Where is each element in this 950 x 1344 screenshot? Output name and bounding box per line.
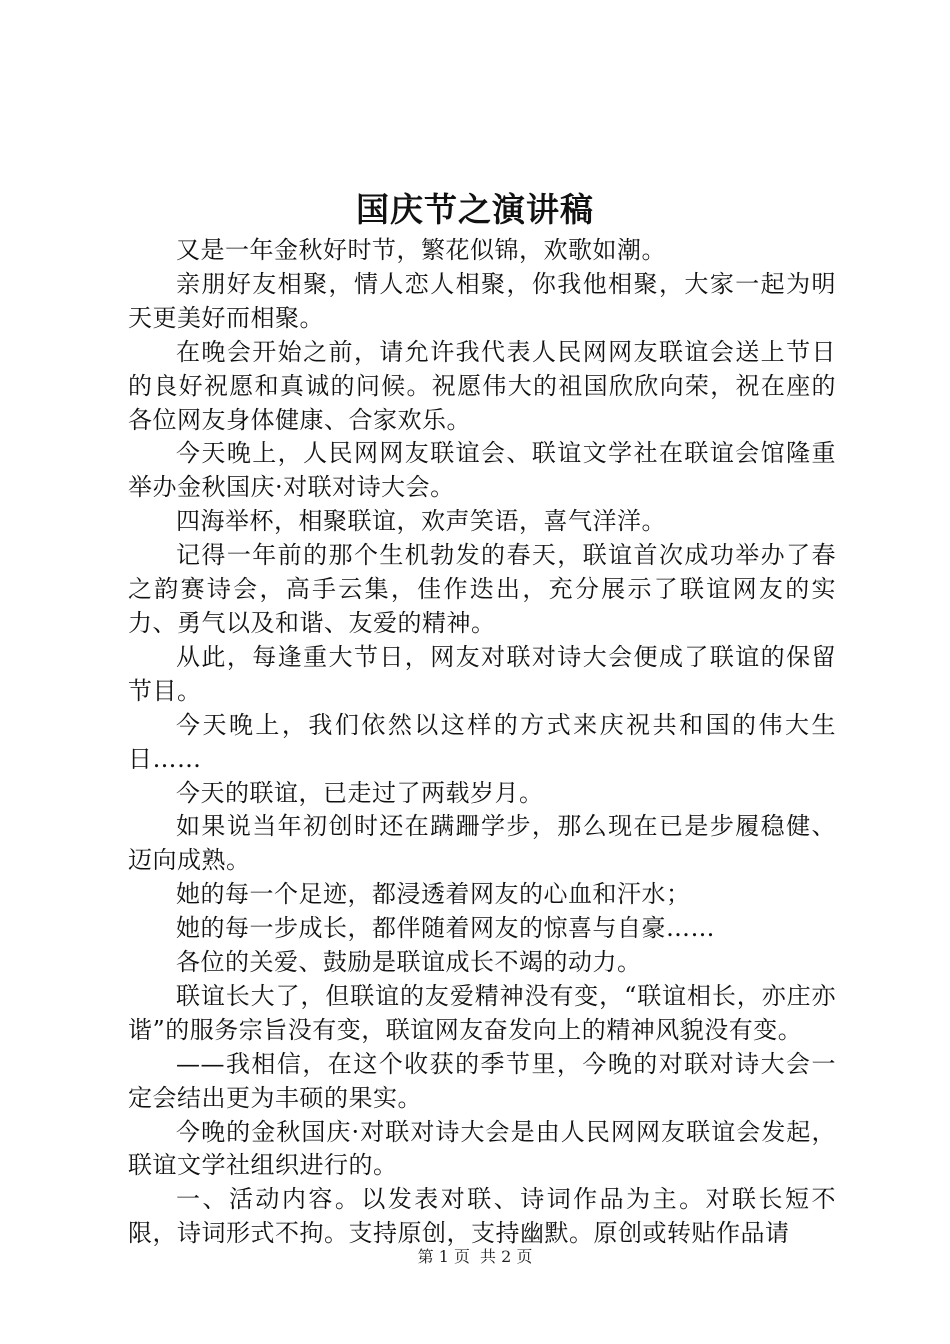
paragraph: 今天晚上，我们依然以这样的方式来庆祝共和国的伟大生日…… <box>128 710 836 773</box>
paragraph: 如果说当年初创时还在蹒跚学步，那么现在已是步履稳健、迈向成熟。 <box>128 812 836 875</box>
document-body <box>128 234 836 1251</box>
paragraph: 从此，每逢重大节日，网友对联对诗大会便成了联谊的保留节目。 <box>128 642 836 705</box>
paragraph: ——我相信，在这个收获的季节里，今晚的对联对诗大会一定会结出更为丰硕的果实。 <box>128 1049 836 1112</box>
paragraph: 她的每一个足迹，都浸透着网友的心血和汗水； <box>176 880 691 909</box>
paragraph: 又是一年金秋好时节，繁花似锦，欢歌如潮。 <box>176 236 666 264</box>
paragraph: 今晚的金秋国庆·对联对诗大会是由人民网网友联谊会发起，联谊文学社组织进行的。 <box>128 1117 836 1180</box>
paragraph: 记得一年前的那个生机勃发的春天，联谊首次成功举办了春之韵赛诗会，高手云集，佳作迭出，充分展示了联谊网友的实力、勇气以及和谐、友爱的精神。 <box>128 541 836 637</box>
page-number: 第 1 页 <box>417 1247 470 1266</box>
paragraph: 她的每一步成长，都伴随着网友的惊喜与自豪…… <box>176 914 715 943</box>
paragraph: 在晚会开始之前，请允许我代表人民网网友联谊会送上节日的良好祝愿和真诚的问候。祝愿伟大的祖国欣欣向荣，祝在座的各位网友身体健康、合家欢乐。 <box>128 337 836 434</box>
page-total: 共 2 页 <box>480 1247 533 1266</box>
paragraph: 四海举杯，相聚联谊，欢声笑语，喜气洋洋。 <box>176 507 666 536</box>
paragraph: 今天的联谊，已走过了两载岁月。 <box>176 778 544 807</box>
document-title: 国庆节之演讲稿 <box>356 190 594 229</box>
paragraph: 亲朋好友相聚，情人恋人相聚，你我他相聚，大家一起为明天更美好而相聚。 <box>128 269 836 332</box>
paragraph: 一、活动内容。以发表对联、诗词作品为主。对联长短不限，诗词形式不拘。支持原创，支持幽默。原创或转贴作品请 <box>128 1185 836 1248</box>
page-footer <box>0 1244 950 1267</box>
paragraph: 各位的关爱、鼓励是联谊成长不竭的动力。 <box>176 948 642 977</box>
paragraph: 今天晚上，人民网网友联谊会、联谊文学社在联谊会馆隆重举办金秋国庆·对联对诗大会。 <box>128 439 836 502</box>
paragraph: 联谊长大了，但联谊的友爱精神没有变，“联谊相长，亦庄亦谐”的服务宗旨没有变，联谊网友奋发向上的精神风貌没有变。 <box>128 981 836 1044</box>
